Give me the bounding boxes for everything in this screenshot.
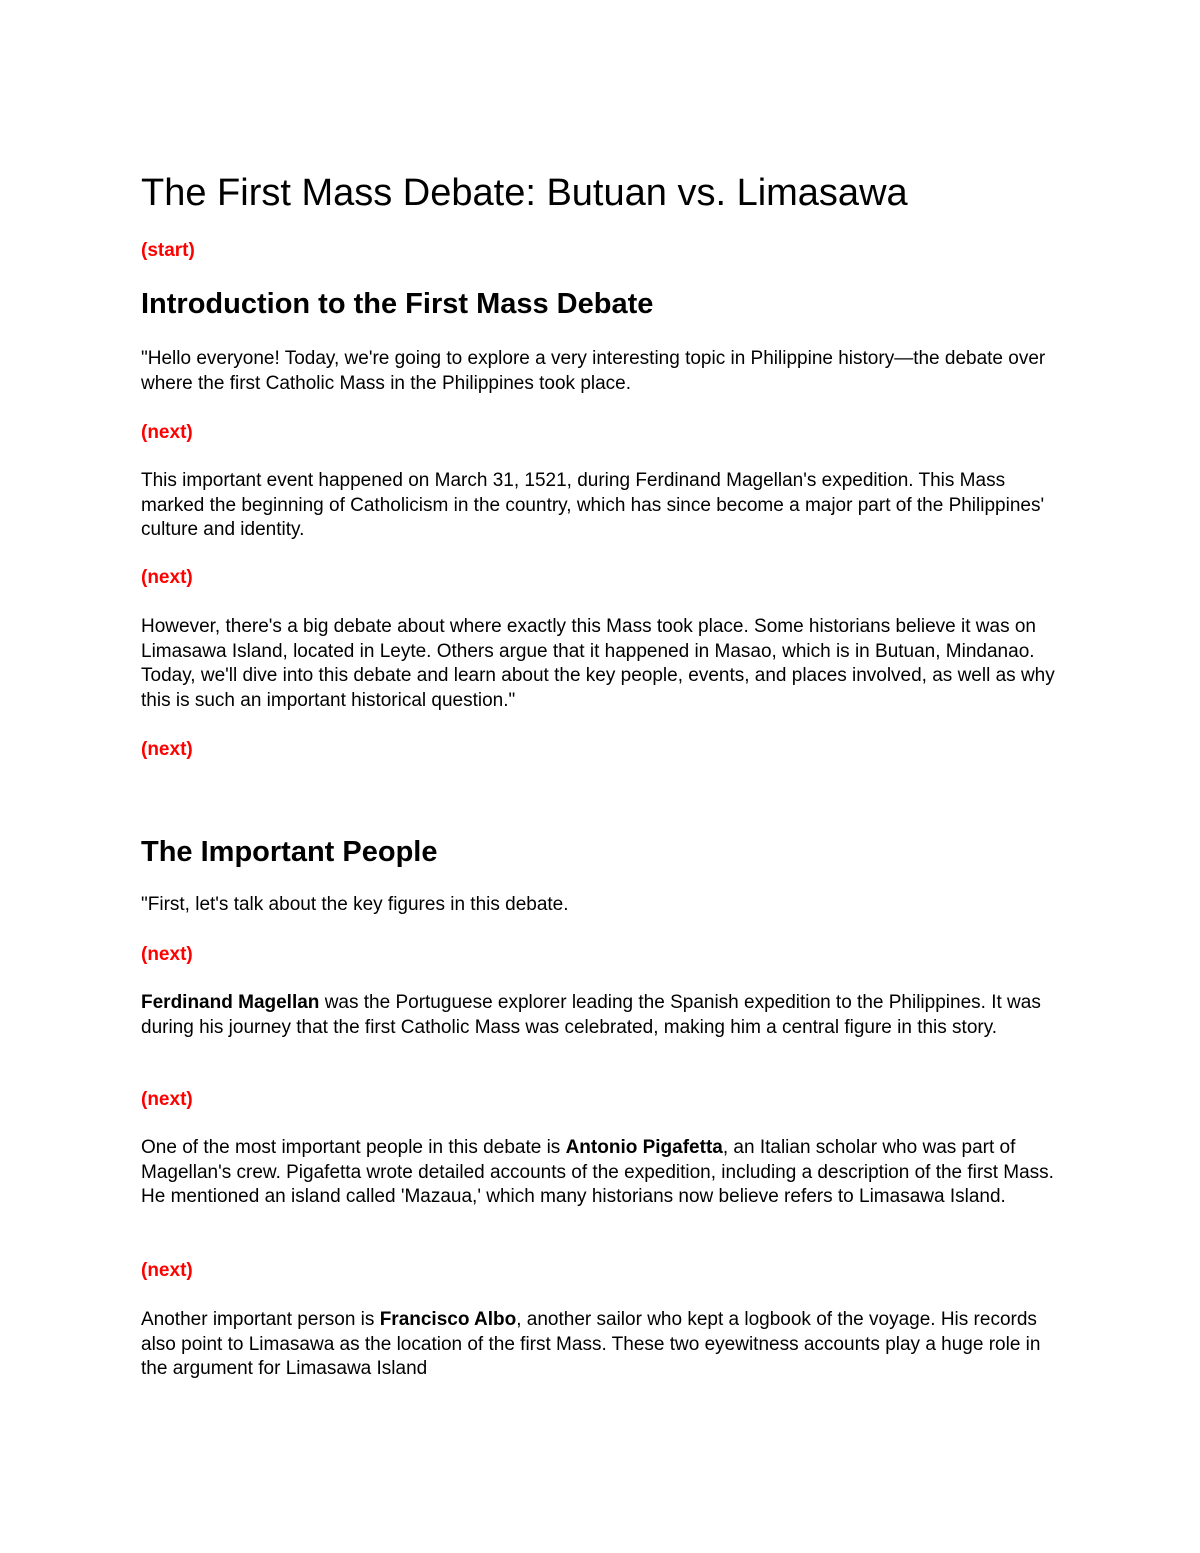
- document-title: The First Mass Debate: Butuan vs. Limasawa: [141, 172, 908, 214]
- albo-paragraph: [141, 1308, 1061, 1382]
- albo-text-after: , another sailor who kept a logbook of the voyage. His records also point to Limasawa as the location of the first Mass. These two eyewitness accounts play a huge role in the argument for Limasawa Island: [141, 1309, 1041, 1379]
- intro-heading: Introduction to the First Mass Debate: [141, 288, 654, 320]
- magellan-name: Ferdinand Magellan: [141, 992, 320, 1013]
- people-paragraph-1: "First, let's talk about the key figures in this debate.: [141, 894, 569, 915]
- next-marker: (next): [141, 1089, 193, 1110]
- magellan-text: was the Portuguese explorer leading the Spanish expedition to the Philippines. It was during his journey that the first Catholic Mass was celebrated, making him a central figure in this story.: [141, 992, 1041, 1038]
- magellan-paragraph: [141, 991, 1061, 1040]
- start-marker: (start): [141, 240, 195, 261]
- albo-name: Francisco Albo: [379, 1309, 517, 1330]
- pigafetta-text-after: , an Italian scholar who was part of Magellan's crew. Pigafetta wrote detailed accounts of the expedition, including a description of the first Mass. He mentioned an island called 'Mazaua,' which many historians now believe refers to Limasawa Island.: [141, 1137, 1054, 1207]
- intro-paragraph-3: However, there's a big debate about where exactly this Mass took place. Some historians believe it was on Limasawa Island, located in Leyte. Others argue that it happened in Masao, which is in Butuan, Mindanao. Today, we'll dive into this debate and learn about the key people, events, and places involved, as well as why this is such an important historical question.": [141, 616, 1055, 711]
- intro-paragraph-1: "Hello everyone! Today, we're going to explore a very interesting topic in Philippine history—the debate over where the first Catholic Mass in the Philippines took place.: [141, 348, 1046, 394]
- pigafetta-text-before: One of the most important people in this debate is: [141, 1137, 566, 1158]
- next-marker: (next): [141, 739, 193, 760]
- next-marker: (next): [141, 422, 193, 443]
- next-marker: (next): [141, 567, 193, 588]
- pigafetta-name: Antonio Pigafetta: [565, 1137, 723, 1158]
- next-marker: (next): [141, 944, 193, 965]
- albo-text-before: Another important person is: [141, 1309, 380, 1330]
- next-marker: (next): [141, 1260, 193, 1281]
- intro-paragraph-2: This important event happened on March 31, 1521, during Ferdinand Magellan's expedition. This Mass marked the beginning of Catholicism in the country, which has since become a major part of the Philippines' culture and identity.: [141, 470, 1045, 540]
- pigafetta-paragraph: [141, 1136, 1061, 1210]
- people-heading: The Important People: [141, 836, 438, 868]
